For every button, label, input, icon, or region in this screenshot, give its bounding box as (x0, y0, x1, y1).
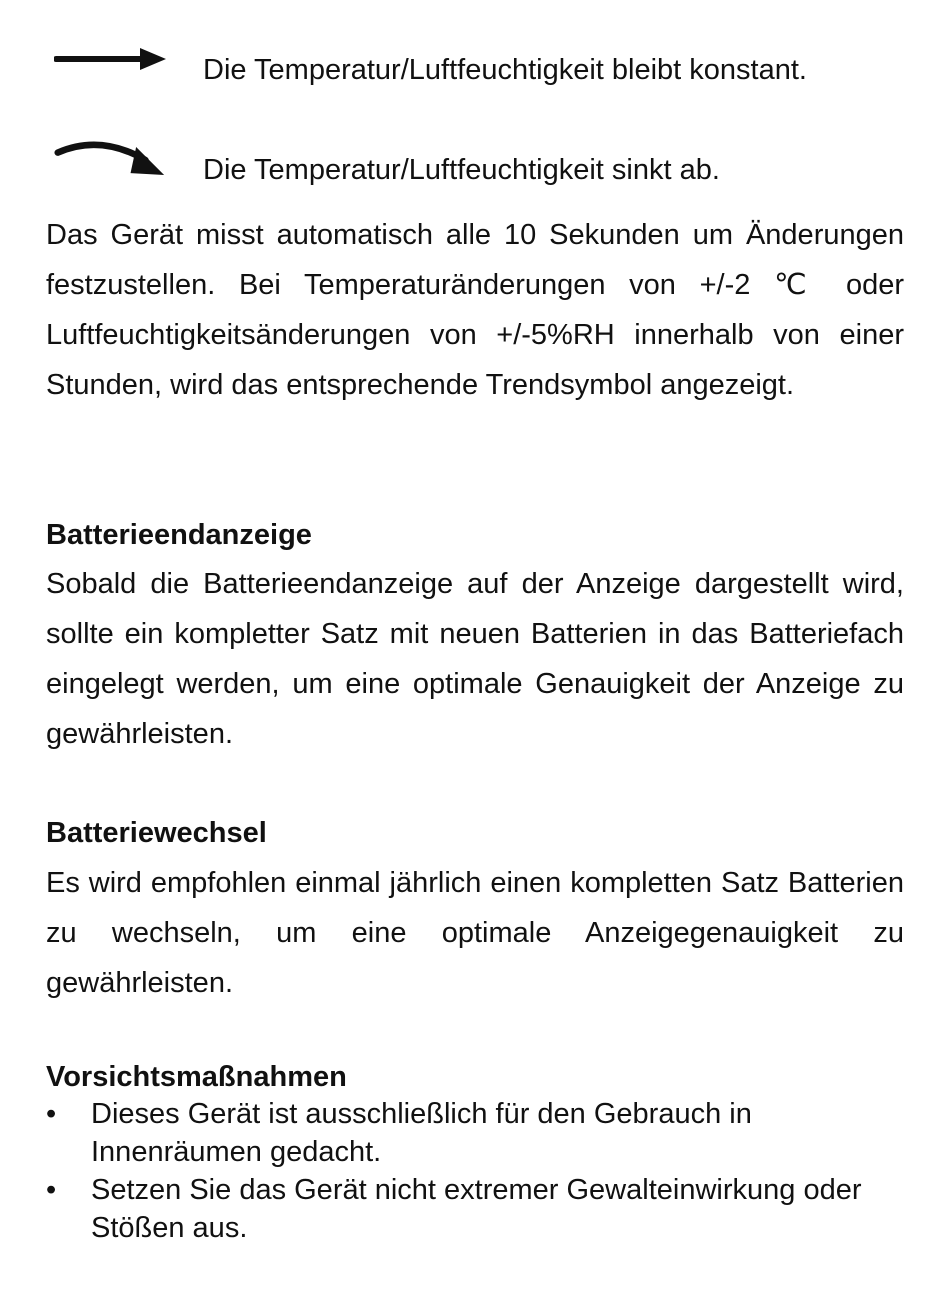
battery-low-paragraph: Sobald die Batterieendanzeige auf der Anzeige dargestellt wird, sollte ein kompletter Satz mit neuen Batterien in das Batteriefach eingelegt werden, um eine optimale Genauigkeit der Anzeige zu gewährleisten. (46, 568, 904, 750)
battery-change-paragraph: Es wird empfohlen einmal jährlich einen kompletten Satz Batterien zu wechseln, um eine optimale Anzeigegenauigkeit zu gewährleisten. (46, 867, 904, 999)
list-item (46, 1171, 904, 1247)
battery-change-heading: Batteriewechsel (46, 817, 267, 849)
intro-paragraph: Das Gerät misst automatisch alle 10 Sekunden um Änderungen festzustellen. Bei Temperaturänderungen von +/-2 ℃ oder Luftfeuchtigkeitsänderungen von +/-5%RH innerhalb von einer Stunden, wird das entsprechende Trendsymbol angezeigt. (46, 219, 904, 401)
precaution-item-text: Setzen Sie das Gerät nicht extremer Gewalteinwirkung oder Stößen aus. (91, 1174, 862, 1244)
trend-steady-label: Die Temperatur/Luftfeuchtigkeit bleibt konstant. (203, 54, 807, 86)
bullet-marker: • (46, 1098, 57, 1130)
bullet-marker: • (46, 1174, 57, 1206)
precaution-item-text: Dieses Gerät ist ausschließlich für den Gebrauch in Innenräumen gedacht. (91, 1098, 752, 1168)
precautions-heading: Vorsichtsmaßnahmen (46, 1061, 347, 1093)
trend-falling-label: Die Temperatur/Luftfeuchtigkeit sinkt ab. (203, 154, 720, 186)
trend-legend-falling (46, 132, 904, 192)
precautions-list (46, 1095, 904, 1247)
list-item (46, 1095, 904, 1171)
battery-low-heading: Batterieendanzeige (46, 519, 312, 551)
trend-legend-steady (46, 38, 904, 98)
curved-down-arrow-icon (54, 136, 166, 186)
right-arrow-icon (54, 40, 166, 90)
